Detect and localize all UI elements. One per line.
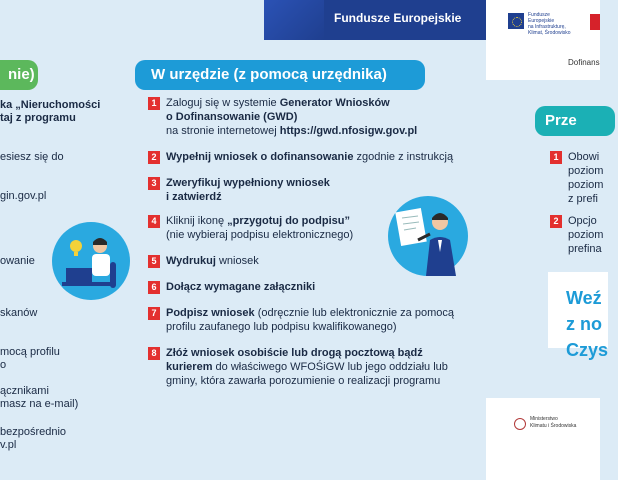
dofinansowanie-text: Dofinans <box>568 58 600 67</box>
promo-box <box>548 272 609 360</box>
step-number: 1 <box>148 97 160 110</box>
left-line: skanów <box>0 307 38 319</box>
ministry-text: Ministerstwo Klimatu i Środowiska <box>530 416 577 429</box>
left-line: masz na e-mail) <box>0 398 79 410</box>
person-signing-icon <box>388 196 468 276</box>
promo-line: Weź <box>566 288 602 308</box>
left-line: v.pl <box>0 439 17 451</box>
step-number: 2 <box>550 215 562 228</box>
left-line: ącznikami <box>0 385 49 397</box>
eu-stars-graphic <box>264 0 324 40</box>
step-number: 1 <box>550 151 562 164</box>
ministry-logo-panel <box>486 398 600 480</box>
person-at-laptop-icon <box>52 222 130 300</box>
left-line: taj z programu <box>0 112 76 124</box>
left-line: esiesz się do <box>0 151 64 163</box>
promo-line: Czys <box>566 340 609 360</box>
gwd-link[interactable]: https://gwd.nfosigw.gov.pl <box>279 125 418 137</box>
left-line: ka „Nieruchomości <box>0 99 101 111</box>
eu-logo-text: Fundusze Europejskie na Infrastrukturę, Klimat, Środowisko <box>528 12 571 36</box>
left-line: mocą profilu <box>0 346 60 358</box>
promo-line: z no <box>566 314 602 334</box>
poland-flag-icon <box>590 14 600 30</box>
person-signing-illustration <box>388 196 468 276</box>
left-line: owanie <box>0 255 35 267</box>
step-number: 4 <box>148 215 160 228</box>
logo-panel <box>486 0 600 80</box>
step-number: 5 <box>148 255 160 268</box>
funds-header-bar <box>264 0 486 40</box>
left-line: o <box>0 359 7 371</box>
left-line: bezpośrednio <box>0 426 67 438</box>
transfer-section-pill: Prze <box>535 106 615 136</box>
person-at-laptop-illustration <box>52 222 130 300</box>
office-section-pill: W urzędzie (z pomocą urzędnika) <box>135 60 425 90</box>
step-number: 8 <box>148 347 160 360</box>
ministry-emblem-icon <box>514 418 526 430</box>
step-number: 7 <box>148 307 160 320</box>
step-number: 2 <box>148 151 160 164</box>
eu-flag-icon <box>508 13 524 29</box>
step-number: 6 <box>148 281 160 294</box>
left-line: gin.gov.pl <box>0 190 47 202</box>
online-section-pill: nie) <box>0 60 38 90</box>
step-number: 3 <box>148 177 160 190</box>
funds-title: Fundusze Europejskie <box>334 11 462 25</box>
